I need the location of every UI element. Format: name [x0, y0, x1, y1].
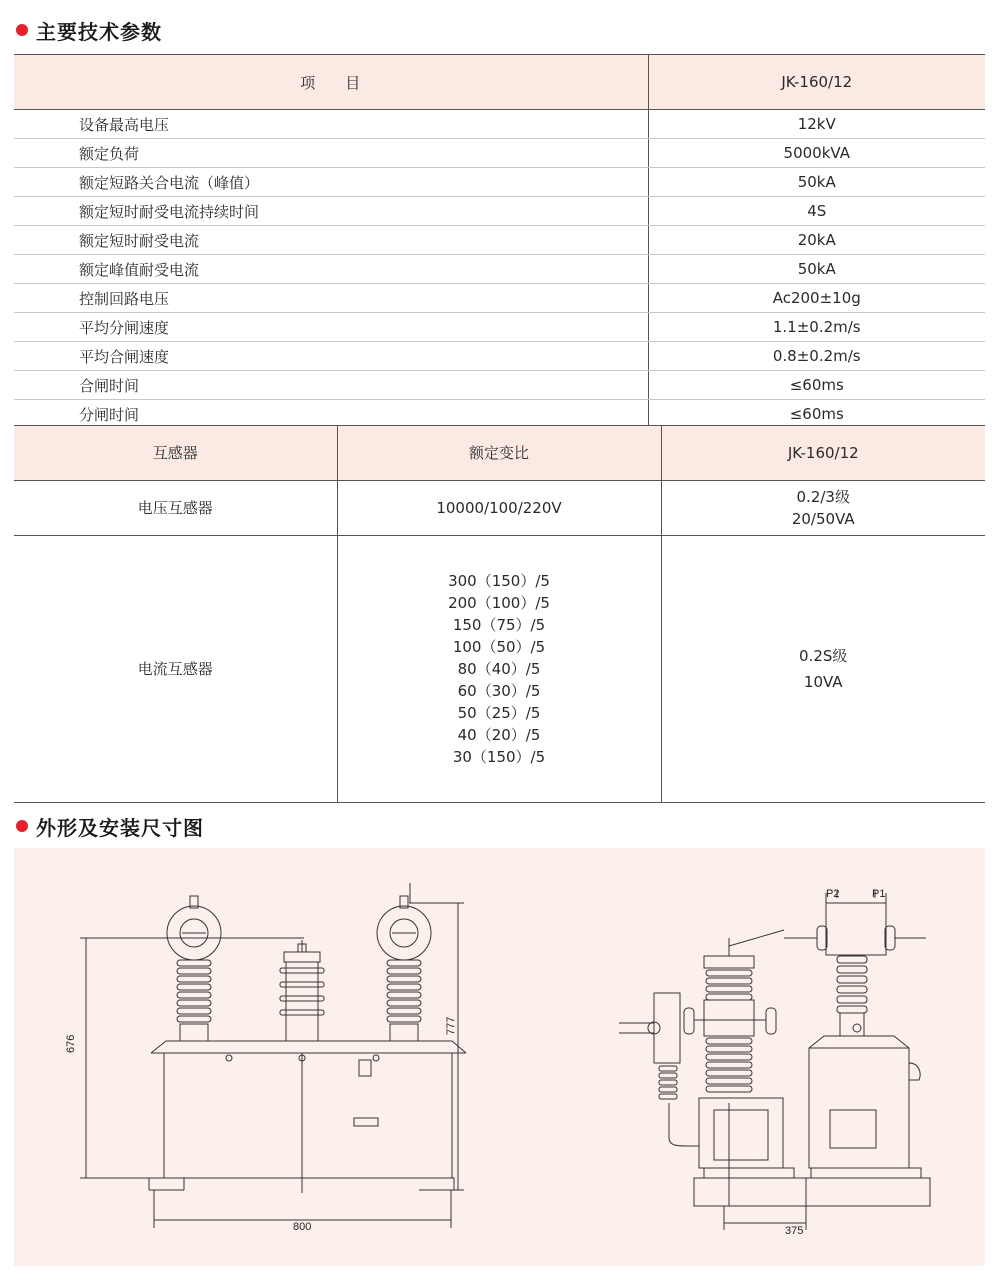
section-title-text: 主要技术参数 [36, 19, 162, 44]
row-value: 5000kVA [648, 139, 985, 168]
section-title-drawing [16, 812, 204, 840]
row-value: 50kA [648, 168, 985, 197]
row-value: ≤60ms [648, 371, 985, 400]
row-name: 合闸时间 [14, 371, 648, 400]
table-row [14, 197, 985, 226]
ct-ratio-item: 30（150）/5 [452, 748, 546, 766]
header-model: JK-160/12 [648, 55, 985, 110]
transformer-table [14, 425, 985, 803]
row-name: 设备最高电压 [14, 110, 648, 139]
table-row-current-transformer [14, 536, 985, 803]
row-name: 额定短时耐受电流持续时间 [14, 197, 648, 226]
vt-ratio: 10000/100/220V [337, 481, 661, 536]
dim-height-left: 676 [65, 1034, 77, 1053]
row-name: 额定短路关合电流（峰值） [14, 168, 648, 197]
table-row-voltage-transformer [14, 481, 985, 536]
row-name: 额定负荷 [14, 139, 648, 168]
row-name: 额定峰值耐受电流 [14, 255, 648, 284]
header-model: JK-160/12 [661, 426, 985, 481]
table-row [14, 313, 985, 342]
ct-class [661, 536, 985, 803]
row-name: 额定短时耐受电流 [14, 226, 648, 255]
ct-name: 电流互感器 [14, 536, 337, 803]
table-row [14, 371, 985, 400]
ct-class-line2: 10VA [803, 673, 843, 691]
table-row [14, 255, 985, 284]
switch-outline-drawing [14, 848, 985, 1266]
table-row [14, 110, 985, 139]
row-value: 1.1±0.2m/s [648, 313, 985, 342]
section-title-specs [16, 16, 162, 44]
label-p2: P2 [826, 888, 840, 900]
row-value: 12kV [648, 110, 985, 139]
row-name: 平均合闸速度 [14, 342, 648, 371]
table-row [14, 139, 985, 168]
ct-ratio-item: 40（20）/5 [457, 726, 541, 744]
dim-side-width: 375 [785, 1225, 804, 1237]
row-value: 20kA [648, 226, 985, 255]
header-ratio: 额定变比 [337, 426, 661, 481]
bullet-dot-icon [16, 24, 28, 36]
table-row [14, 342, 985, 371]
transformer-table-header [14, 426, 985, 481]
bullet-dot-icon [16, 820, 28, 832]
spec-table [14, 54, 985, 429]
row-value: 0.8±0.2m/s [648, 342, 985, 371]
ct-ratio-item: 200（100）/5 [448, 594, 550, 612]
dimension-drawing [14, 848, 985, 1266]
row-name: 平均分闸速度 [14, 313, 648, 342]
table-row [14, 284, 985, 313]
ct-ratios [337, 536, 661, 803]
row-value: 50kA [648, 255, 985, 284]
ct-ratio-item: 80（40）/5 [457, 660, 541, 678]
ct-ratio-item: 50（25）/5 [457, 704, 541, 722]
row-value: ≤60ms [648, 400, 985, 429]
ct-ratio-item: 100（50）/5 [452, 638, 546, 656]
dim-height-right: 777 [445, 1016, 457, 1035]
table-row [14, 168, 985, 197]
spec-table-header [14, 55, 985, 110]
row-value: 4S [648, 197, 985, 226]
dim-width: 800 [293, 1221, 312, 1233]
vt-class [661, 481, 985, 536]
ct-class-line1: 0.2S级 [799, 647, 848, 665]
row-name: 分闸时间 [14, 400, 648, 429]
label-p1: P1 [872, 888, 886, 900]
row-value: Ac200±10g [648, 284, 985, 313]
ct-ratio-item: 150（75）/5 [452, 616, 546, 634]
ct-ratio-item: 300（150）/5 [448, 572, 550, 590]
header-item: 项 目 [14, 55, 648, 110]
table-row [14, 226, 985, 255]
vt-class-line2: 20/50VA [791, 510, 855, 528]
section-title-text: 外形及安装尺寸图 [36, 815, 204, 840]
vt-class-line1: 0.2/3级 [796, 488, 850, 506]
ct-ratio-item: 60（30）/5 [457, 682, 541, 700]
header-type: 互感器 [14, 426, 337, 481]
row-name: 控制回路电压 [14, 284, 648, 313]
vt-name: 电压互感器 [14, 481, 337, 536]
